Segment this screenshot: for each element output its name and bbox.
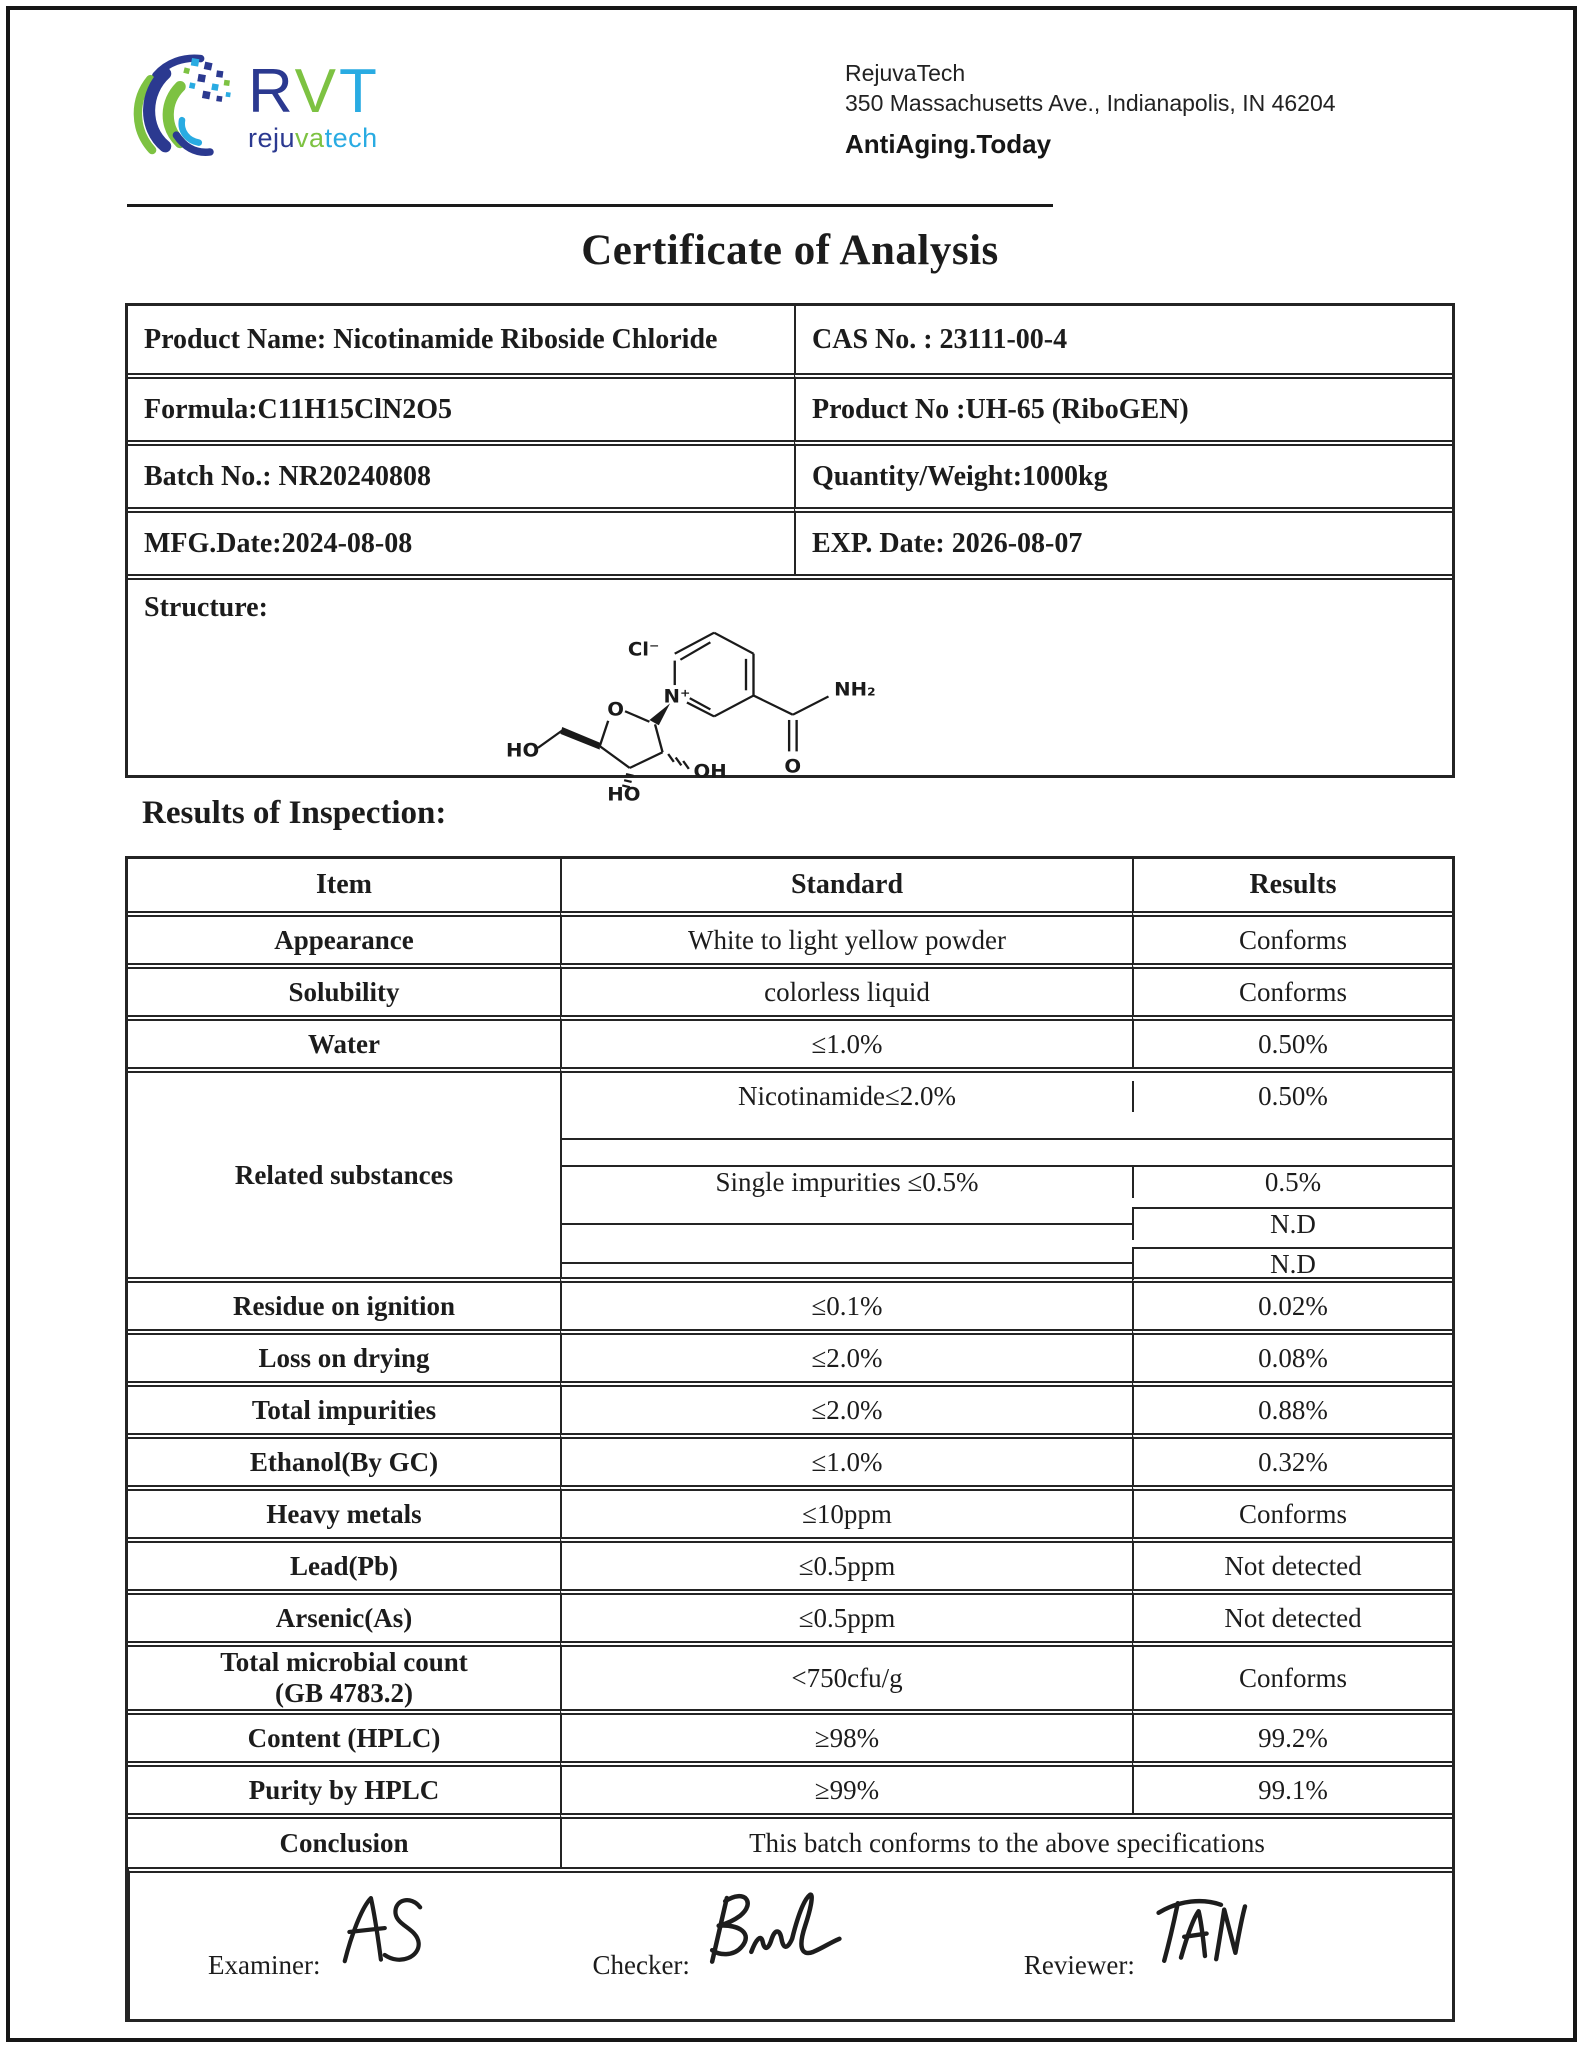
result-water: 0.50% [1132,1015,1452,1067]
standard-lead: ≤0.5ppm [560,1537,1132,1589]
standard-content-hplc: ≥98% [560,1709,1132,1761]
standard-related-blank-3 [562,1262,1132,1264]
item-content-hplc: Content (HPLC) [128,1709,560,1761]
related-substances-subtable [560,1067,1452,1277]
result-related-blank-1 [1132,1138,1452,1140]
company-logo [126,52,380,166]
item-related-substances: Related substances [128,1067,560,1277]
batch-no-cell: Batch No.: NR20240808 [128,440,794,507]
mfg-date-cell: MFG.Date:2024-08-08 [128,507,794,574]
chemical-structure-drawing [386,610,986,802]
item-ethanol: Ethanol(By GC) [128,1433,560,1485]
standard-nicotinamide: Nicotinamide≤2.0% [737,1080,957,1111]
result-lead: Not detected [1132,1537,1452,1589]
structure-cell [128,574,1452,802]
result-ethanol: 0.32% [1132,1433,1452,1485]
standard-related-blank-2 [562,1223,1132,1225]
result-total-impurities: 0.88% [1132,1381,1452,1433]
chloride-label: Cl⁻ [627,639,660,661]
result-appearance: Conforms [1132,911,1452,963]
examiner-signature [334,1887,434,1973]
logo-acronym [248,56,380,126]
result-nd-1: N.D [1132,1207,1452,1240]
ring-o-label: O [607,699,624,721]
logo-letter-t: T [339,56,380,126]
company-address: 350 Massachusetts Ave., Indianapolis, IN 46204 [845,90,1336,117]
results-table [125,856,1455,2022]
oh-label: OH [693,761,727,783]
item-total-impurities: Total impurities [128,1381,560,1433]
n-plus-label: N⁺ [663,686,691,708]
conclusion-text: This batch conforms to the above specifications [560,1813,1452,1867]
standard-loss-on-drying: ≤2.0% [560,1329,1132,1381]
logo-word-tech: tech [324,123,378,154]
logo-pixel-dots [183,58,230,102]
logo-word [248,123,380,154]
item-residue: Residue on ignition [128,1277,560,1329]
formula-cell: Formula:C11H15ClN2O5 [128,373,794,440]
result-microbial: Conforms [1132,1641,1452,1709]
col-header-item: Item [316,869,372,900]
standard-arsenic: ≤0.5ppm [560,1589,1132,1641]
col-header-standard: Standard [560,859,1132,911]
company-name: RejuvaTech [845,60,966,86]
standard-appearance: White to light yellow powder [560,911,1132,963]
standard-residue: ≤0.1% [560,1277,1132,1329]
logo-word-reju: reju [248,123,296,154]
header-divider [127,204,1053,207]
product-info-table [125,303,1455,802]
item-heavy-metals: Heavy metals [128,1485,560,1537]
result-loss-on-drying: 0.08% [1132,1329,1452,1381]
logo-letter-r: R [248,56,295,126]
structure-label: Structure: [144,592,268,623]
reviewer-label: Reviewer: [1023,1950,1135,1980]
standard-microbial: <750cfu/g [560,1641,1132,1709]
document-title: Certificate of Analysis [581,227,999,274]
item-loss-on-drying: Loss on drying [128,1329,560,1381]
reviewer-signature [1149,1887,1261,1973]
item-solubility: Solubility [128,963,560,1015]
exp-date-cell: EXP. Date: 2026-08-07 [794,507,1452,574]
reviewer-group [1024,1887,1261,1997]
product-name-cell: Product Name: Nicotinamide Riboside Chloride [144,323,718,355]
standard-total-impurities: ≤2.0% [560,1381,1132,1433]
item-microbial-line1: Total microbial count [220,1646,468,1677]
signatures-row [128,1867,1452,2019]
logo-wordmark [248,56,380,155]
product-no-cell: Product No :UH-65 (RiboGEN) [794,373,1452,440]
standard-related-blank-1 [562,1138,1132,1140]
ho-bottom-label: HO [607,783,641,802]
item-microbial-line2: (GB 4783.2) [275,1678,413,1708]
result-solubility: Conforms [1132,963,1452,1015]
result-residue: 0.02% [1132,1277,1452,1329]
checker-label: Checker: [592,1950,690,1980]
result-purity-hplc: 99.1% [1132,1761,1452,1813]
result-nd-2: N.D [1132,1247,1452,1280]
standard-purity-hplc: ≥99% [560,1761,1132,1813]
carbonyl-o-label: O [784,755,802,778]
nh2-label: NH₂ [834,679,876,701]
result-nicotinamide: 0.50% [1132,1081,1452,1112]
checker-group [592,1885,858,1997]
result-content-hplc: 99.2% [1132,1709,1452,1761]
result-arsenic: Not detected [1132,1589,1452,1641]
examiner-group [208,1887,434,1997]
standard-ethanol: ≤1.0% [560,1433,1132,1485]
result-heavy-metals: Conforms [1132,1485,1452,1537]
logo-letter-v: V [294,56,340,126]
ho-side-label: HO [506,740,540,762]
item-microbial [128,1641,560,1709]
item-purity-hplc: Purity by HPLC [128,1761,560,1813]
item-appearance: Appearance [128,911,560,963]
item-lead: Lead(Pb) [128,1537,560,1589]
results-section-heading: Results of Inspection: [142,795,447,831]
cas-no-cell: CAS No. : 23111-00-4 [794,306,1452,373]
standard-water: ≤1.0% [560,1015,1132,1067]
result-single-impurities: 0.5% [1132,1165,1452,1198]
item-conclusion: Conclusion [128,1813,560,1867]
checker-signature [704,1885,859,1973]
logo-word-va: va [295,123,325,154]
company-brand: AntiAging.Today [845,128,1052,159]
col-header-results: Results [1132,859,1452,911]
company-header-block [845,58,1336,160]
examiner-label: Examiner: [208,1950,321,1980]
standard-heavy-metals: ≤10ppm [560,1485,1132,1537]
item-arsenic: Arsenic(As) [128,1589,560,1641]
standard-single-impurities: Single impurities ≤0.5% [562,1165,1132,1198]
globe-logo-icon [126,52,238,166]
quantity-cell: Quantity/Weight:1000kg [794,440,1452,507]
standard-solubility: colorless liquid [560,963,1132,1015]
item-water: Water [128,1015,560,1067]
